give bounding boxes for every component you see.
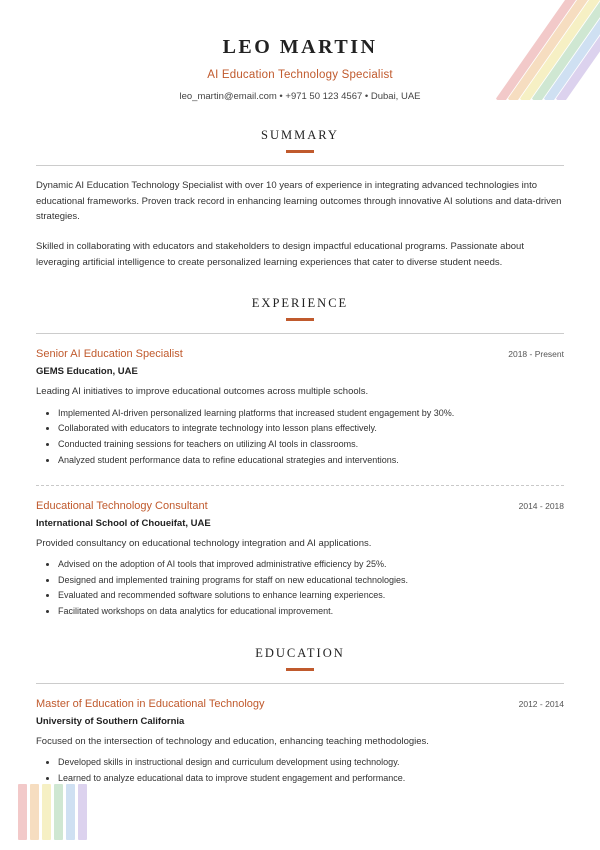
- section-rule: [286, 150, 314, 153]
- list-item: • Facilitated workshops on data analytics for educational improvement.: [58, 604, 564, 620]
- list-item: • Implemented AI-driven personalized learning platforms that increased student engagement by 30%.: [58, 406, 564, 422]
- section-education: [36, 646, 564, 787]
- education-entry: [36, 698, 564, 787]
- stripe-bar: [30, 784, 39, 840]
- entry-degree: Master of Education in Educational Technology: [36, 697, 265, 710]
- entry-date: 2014 - 2018: [518, 500, 564, 511]
- section-divider: [36, 683, 564, 684]
- stripe-bar: [66, 784, 75, 840]
- entry-role: Educational Technology Consultant: [36, 499, 208, 512]
- entry-bullet-list: [36, 557, 564, 620]
- entry-description: Focused on the intersection of technology and education, enhancing teaching methodologies.: [36, 735, 429, 747]
- entry-organization: International School of Choueifat, UAE: [36, 517, 211, 529]
- stripe-bar: [18, 784, 27, 840]
- section-rule: [286, 668, 314, 671]
- list-item: • Advised on the adoption of AI tools that improved administrative efficiency by 25%.: [58, 557, 564, 573]
- entry-date: 2012 - 2014: [518, 698, 564, 709]
- entry-description: Leading AI initiatives to improve educational outcomes across multiple schools.: [36, 386, 369, 398]
- stripe-bar: [78, 784, 87, 840]
- entry-institution: University of Southern California: [36, 715, 185, 727]
- decorative-stripes-bottom-left: [18, 784, 108, 840]
- section-divider: [36, 165, 564, 166]
- list-item: • Developed skills in instructional design and curriculum development using technology.: [58, 755, 564, 771]
- section-summary: [36, 128, 564, 270]
- candidate-title: AI Education Technology Specialist: [207, 69, 393, 81]
- entry-date: 2018 - Present: [508, 349, 564, 360]
- experience-entry: [36, 500, 564, 620]
- section-rule: [286, 318, 314, 321]
- list-item: • Evaluated and recommended software solutions to enhance learning experiences.: [58, 588, 564, 604]
- experience-entry: [36, 348, 564, 468]
- section-title-summary: SUMMARY: [261, 128, 339, 142]
- entry-header: [36, 348, 564, 360]
- entry-header: [36, 500, 564, 512]
- entry-role: Senior AI Education Specialist: [36, 348, 183, 361]
- entry-header: [36, 698, 564, 710]
- entry-divider: [36, 485, 564, 486]
- entry-description: Provided consultancy on educational technology integration and AI applications.: [36, 537, 372, 549]
- contact-line: leo_martin@email.com • +971 50 123 4567 • Dubai, UAE: [179, 91, 421, 102]
- section-title-experience: EXPERIENCE: [251, 296, 349, 311]
- entry-bullet-list: [36, 755, 564, 787]
- list-item: • Designed and implemented training programs for staff on new educational technologies.: [58, 573, 564, 589]
- stripe-bar: [42, 784, 51, 840]
- summary-paragraph: Dynamic AI Education Technology Specialist with over 10 years of experience in integrating advanced technologies into educational frameworks. Proven track record in enhancing learning outcomes through innovative AI solutions and data-driven strategies.: [36, 180, 562, 223]
- entry-bullet-list: [36, 406, 564, 469]
- section-title-education: EDUCATION: [255, 645, 345, 660]
- section-experience: [36, 296, 564, 620]
- list-item: • Collaborated with educators to integrate technology into lesson plans effectively.: [58, 421, 564, 437]
- list-item: • Learned to analyze educational data to improve student engagement and performance.: [58, 771, 564, 787]
- section-divider: [36, 333, 564, 334]
- list-item: • Analyzed student performance data to refine educational strategies and interventions.: [58, 453, 564, 469]
- stripe-bar: [54, 784, 63, 840]
- list-item: • Conducted training sessions for teachers on utilizing AI tools in classrooms.: [58, 437, 564, 453]
- candidate-name: LEO MARTIN: [222, 36, 378, 58]
- summary-paragraph: Skilled in collaborating with educators and stakeholders to design impactful educational programs. Passionate about leveraging artificial intelligence to create personalized learning experiences that cater to diverse student needs.: [36, 241, 524, 268]
- entry-organization: GEMS Education, UAE: [36, 366, 138, 378]
